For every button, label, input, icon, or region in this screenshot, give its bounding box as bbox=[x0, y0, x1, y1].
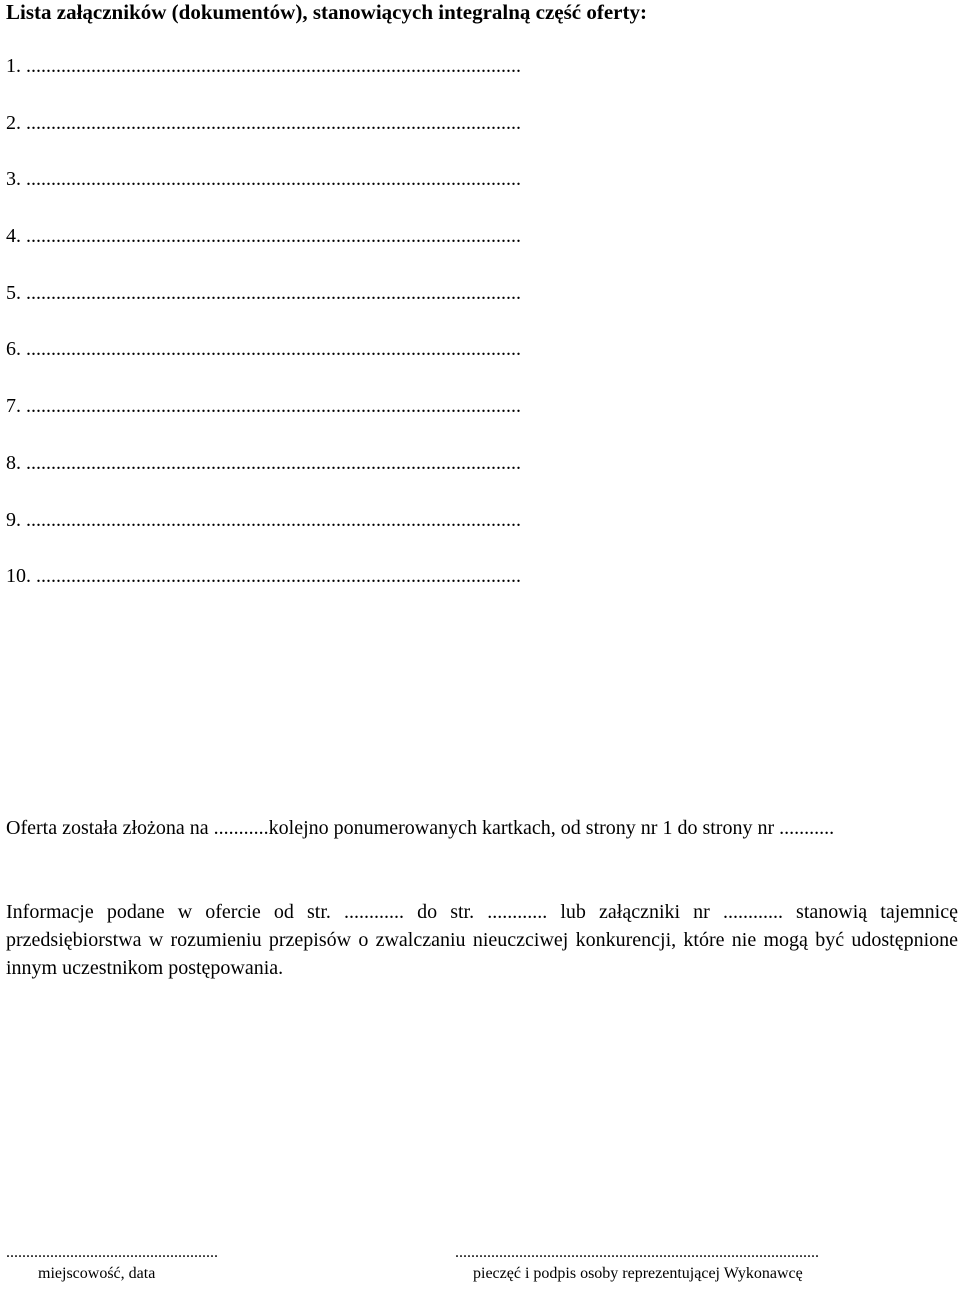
attachments-list bbox=[6, 55, 521, 622]
attachment-line-9: 9. ................................................................................................... bbox=[6, 508, 521, 531]
attachments-heading: Lista załączników (dokumentów), stanowiących integralną część oferty: bbox=[6, 0, 647, 24]
place-date-label: miejscowość, data bbox=[38, 1265, 156, 1282]
trade-secret-paragraph: Informacje podane w ofercie od str. ............ do str. ............ lub załączniki nr ............ stanowią tajemnicę przedsiębiorstwa w rozumieniu przepisów o zwalczaniu nieuczciwej konkurencji, które nie mogą być udostępnione innym uczestnikom postępowania. bbox=[6, 901, 958, 979]
offer-pages-paragraph: Oferta została złożona na ...........kolejno ponumerowanych kartkach, od strony nr 1 do strony nr ........... bbox=[6, 817, 835, 839]
place-date-dotted-line: ..................................................... bbox=[6, 1244, 218, 1261]
stamp-signature-label: pieczęć i podpis osoby reprezentującej Wykonawcę bbox=[473, 1265, 803, 1282]
attachment-line-3: 3. ................................................................................................... bbox=[6, 168, 521, 191]
attachment-line-1: 1. ................................................................................................... bbox=[6, 55, 521, 77]
stamp-signature-block bbox=[455, 1242, 819, 1284]
attachment-line-5: 5. ................................................................................................... bbox=[6, 281, 521, 304]
attachment-line-7: 7. ................................................................................................... bbox=[6, 395, 521, 418]
attachment-line-8: 8. ................................................................................................... bbox=[6, 451, 521, 474]
attachment-line-6: 6. ................................................................................................... bbox=[6, 338, 521, 361]
attachment-line-10: 10. ................................................................................................. bbox=[6, 565, 521, 588]
attachment-line-4: 4. ................................................................................................... bbox=[6, 225, 521, 248]
stamp-signature-dotted-line: ........................................................................................... bbox=[455, 1244, 819, 1261]
place-date-signature-block bbox=[6, 1242, 218, 1284]
attachment-line-2: 2. ................................................................................................... bbox=[6, 111, 521, 134]
